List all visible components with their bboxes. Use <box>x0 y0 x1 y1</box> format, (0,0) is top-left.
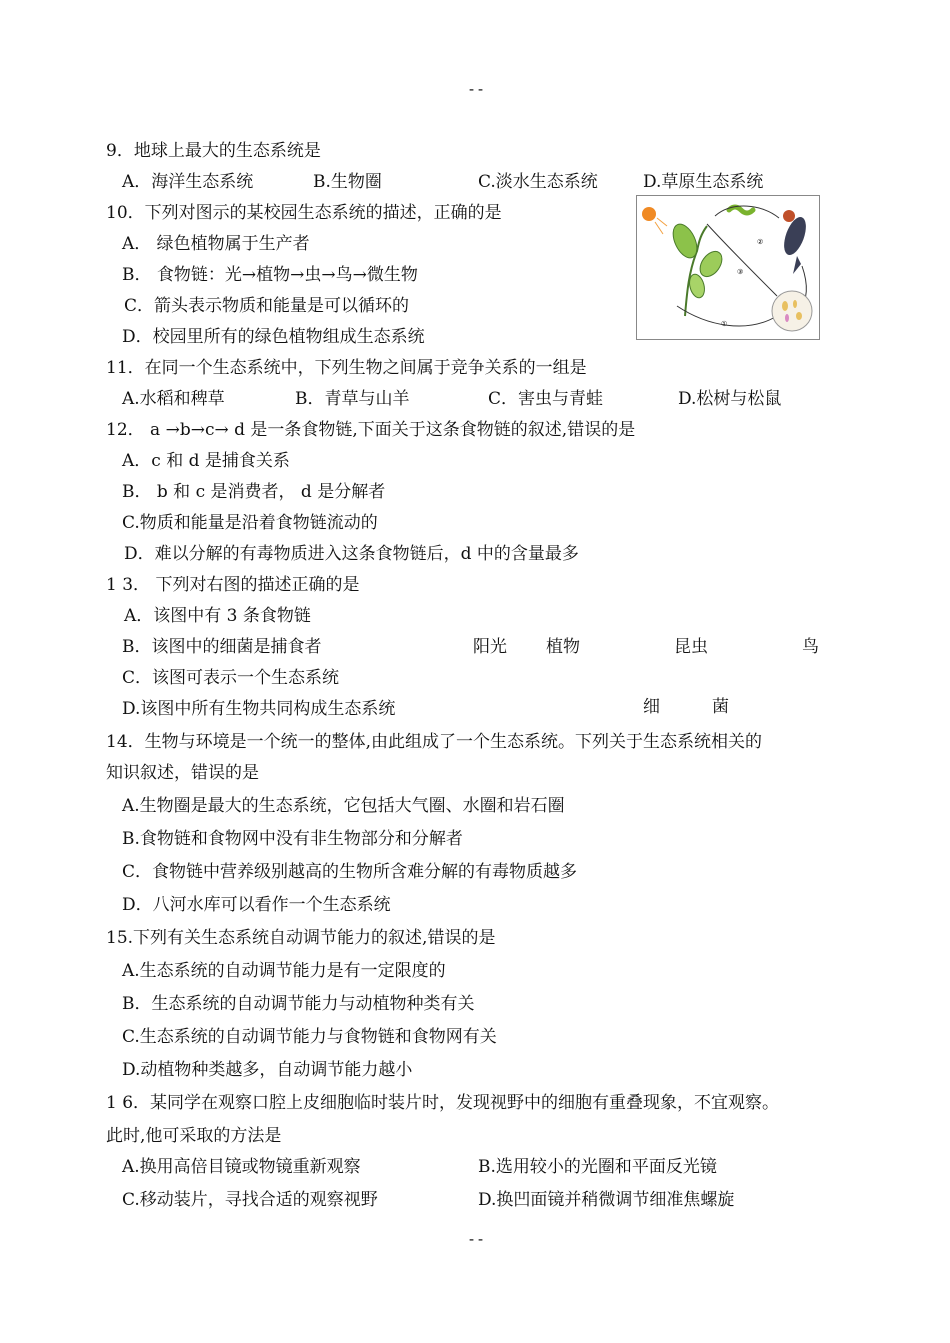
q14-option-c: C．食物链中营养级别越高的生物所含难分解的有毒物质越多 <box>122 862 578 882</box>
q11-option-a: A.水稻和稗草 <box>122 389 225 409</box>
food-web-bacteria-2: 菌 <box>712 697 729 717</box>
q13-option-a: A．该图中有 3 条食物链 <box>124 606 311 626</box>
question-14-stem-cont: 知识叙述，错误的是 <box>106 763 259 783</box>
question-9-stem: 9．地球上最大的生态系统是 <box>106 141 321 161</box>
q11-option-c: C．害虫与青蛙 <box>488 389 604 409</box>
q9-option-b: B.生物圈 <box>313 172 382 192</box>
food-web-sunlight: 阳光 <box>473 637 507 657</box>
q16-option-a: A.换用高倍目镜或物镜重新观察 <box>122 1157 361 1177</box>
q9-option-c: C.淡水生态系统 <box>478 172 598 192</box>
question-13-stem: 1 3． 下列对右图的描述正确的是 <box>106 575 360 595</box>
q14-option-a: A.生物圈是最大的生态系统，它包括大气圈、水圈和岩石圈 <box>122 796 565 816</box>
question-16-stem: 1 6．某同学在观察口腔上皮细胞临时装片时，发现视野中的细胞有重叠现象，不宜观察。 <box>106 1093 780 1113</box>
q15-option-b: B．生态系统的自动调节能力与动植物种类有关 <box>122 994 475 1014</box>
q9-option-d: D.草原生态系统 <box>643 172 764 192</box>
q12-option-a: A．c 和 d 是捕食关系 <box>122 451 290 471</box>
q15-option-d: D.动植物种类越多，自动调节能力越小 <box>122 1060 413 1080</box>
q13-option-d: D.该图中所有生物共同构成生态系统 <box>122 699 396 719</box>
q9-option-a: A．海洋生态系统 <box>122 172 254 192</box>
q14-option-b: B.食物链和食物网中没有非生物部分和分解者 <box>122 829 463 849</box>
q11-option-b: B．青草与山羊 <box>295 389 410 409</box>
question-15-stem: 15.下列有关生态系统自动调节能力的叙述,错误的是 <box>106 928 496 948</box>
question-16-stem-cont: 此时,他可采取的方法是 <box>106 1126 282 1146</box>
page-header: -- <box>467 80 486 98</box>
page-footer: -- <box>467 1230 486 1248</box>
q10-option-b: B． 食物链：光→植物→虫→鸟→微生物 <box>122 265 418 285</box>
figure-label-1: ① <box>721 320 728 328</box>
q10-option-a: A． 绿色植物属于生产者 <box>122 234 310 254</box>
question-11-stem: 11．在同一个生态系统中，下列生物之间属于竞争关系的一组是 <box>106 358 587 378</box>
q12-option-d: D．难以分解的有毒物质进入这条食物链后，d 中的含量最多 <box>124 544 579 564</box>
figure-label-2: ② <box>757 238 764 246</box>
food-web-insect: 昆虫 <box>674 637 708 657</box>
q11-option-d: D.松树与松鼠 <box>678 389 782 409</box>
food-web-bacteria-1: 细 <box>643 697 660 717</box>
caterpillar-icon <box>729 207 753 213</box>
q10-option-d: D．校园里所有的绿色植物组成生态系统 <box>122 327 425 347</box>
figure-label-3: ③ <box>737 268 744 276</box>
q12-option-c: C.物质和能量是沿着食物链流动的 <box>122 513 378 533</box>
q12-option-b: B． b 和 c 是消费者， d 是分解者 <box>122 482 386 502</box>
q15-option-a: A.生态系统的自动调节能力是有一定限度的 <box>122 961 446 981</box>
question-14-stem: 14．生物与环境是一个统一的整体,由此组成了一个生态系统。下列关于生态系统相关的 <box>106 732 763 752</box>
sun-icon <box>642 207 656 221</box>
ecosystem-diagram <box>636 195 820 340</box>
food-web-bird: 鸟 <box>802 637 819 657</box>
q15-option-c: C.生态系统的自动调节能力与食物链和食物网有关 <box>122 1027 497 1047</box>
q14-option-d: D．八河水库可以看作一个生态系统 <box>122 895 391 915</box>
bird-icon <box>780 210 811 274</box>
q16-option-b: B.选用较小的光圈和平面反光镜 <box>478 1157 717 1177</box>
q13-option-c: C．该图可表示一个生态系统 <box>122 668 340 688</box>
q10-option-c: C．箭头表示物质和能量是可以循环的 <box>124 296 410 316</box>
q16-option-c: C.移动装片，寻找合适的观察视野 <box>122 1190 378 1210</box>
q16-option-d: D.换凹面镜并稍微调节细准焦螺旋 <box>478 1190 735 1210</box>
question-12-stem: 12． a →b→c→ d 是一条食物链,下面关于这条食物链的叙述,错误的是 <box>106 420 636 440</box>
question-10-stem: 10．下列对图示的某校园生态系统的描述，正确的是 <box>106 203 502 223</box>
q13-option-b: B．该图中的细菌是捕食者 <box>122 637 322 657</box>
food-web-plant: 植物 <box>546 637 580 657</box>
microbes-icon <box>772 291 812 331</box>
